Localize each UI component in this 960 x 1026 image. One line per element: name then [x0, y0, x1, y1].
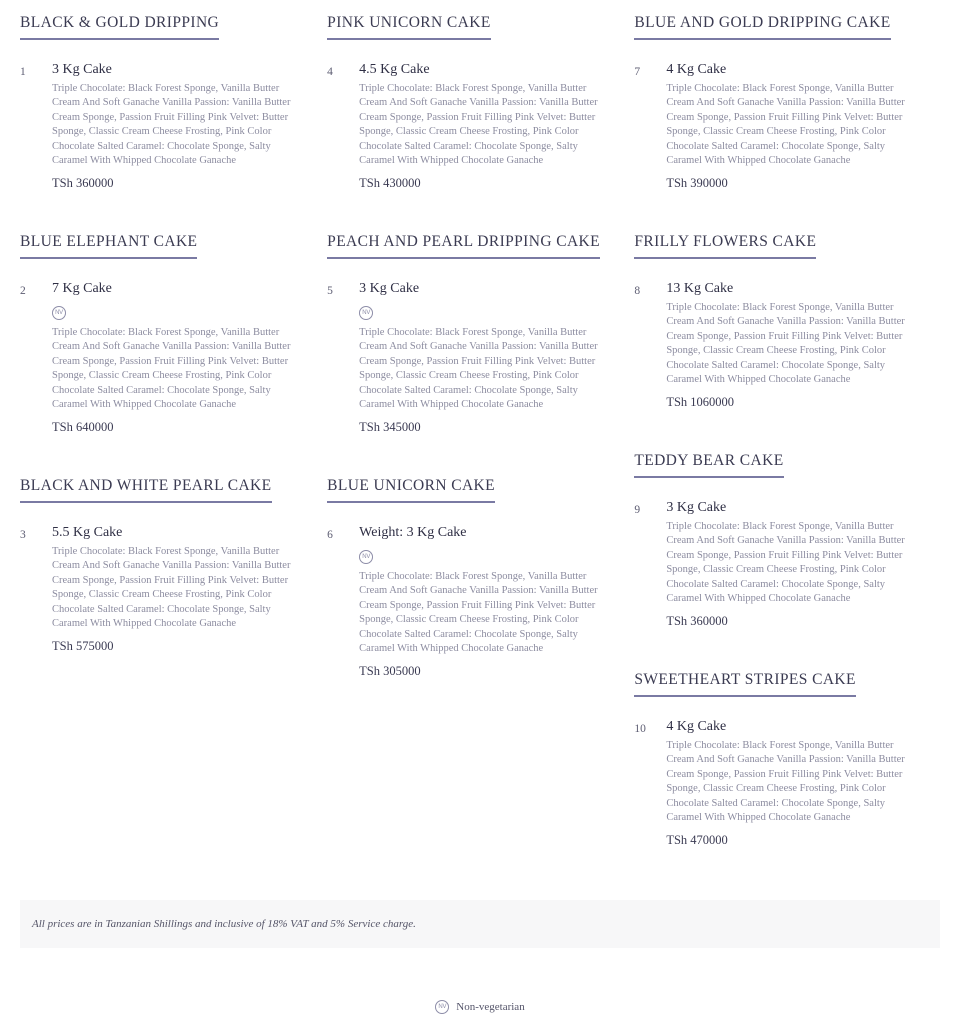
- item-price: TSh 640000: [52, 419, 114, 434]
- item-number: 6: [327, 528, 333, 541]
- item-price: TSh 345000: [359, 419, 421, 434]
- menu-column: [327, 0, 634, 707]
- item-number: 2: [20, 284, 26, 297]
- menu-section: [327, 219, 610, 435]
- item-name: 4 Kg Cake: [666, 62, 727, 77]
- menu-section: [634, 219, 940, 410]
- item-price: TSh 470000: [666, 832, 728, 847]
- menu-column: [634, 0, 940, 876]
- non-vegetarian-icon: NV: [435, 1000, 449, 1014]
- menu-item: [327, 62, 610, 191]
- item-body: [52, 281, 303, 435]
- menu-section: [20, 219, 303, 435]
- item-price: TSh 430000: [359, 175, 421, 190]
- item-number: 9: [634, 503, 641, 516]
- item-price: TSh 575000: [52, 638, 114, 653]
- item-price: TSh 360000: [666, 613, 728, 628]
- item-body: [666, 719, 940, 848]
- non-vegetarian-icon: NV: [359, 306, 373, 320]
- section-title: TEDDY BEAR CAKE: [634, 438, 783, 478]
- item-body: [666, 500, 940, 629]
- section-title: BLUE AND GOLD DRIPPING CAKE: [634, 0, 890, 40]
- item-name: 7 Kg Cake: [52, 280, 112, 296]
- menu-column: [20, 0, 327, 682]
- item-number: 8: [634, 284, 641, 297]
- menu-section: [20, 463, 303, 654]
- item-description: Triple Chocolate: Black Forest Sponge, Vanilla Butter Cream And Soft Ganache Vanilla Passion: Vanilla Butter Cream Sponge, Passion Fruit Filling Pink Velvet: Butter Sponge, Classic Cream Cheese Frosting, Pink Color Chocolate Salted Caramel: Chocolate Sponge, Salty Caramel With Whipped Chocolate Ganache: [359, 326, 598, 411]
- section-title: SWEETHEART STRIPES CAKE: [634, 657, 856, 697]
- section-title: BLACK AND WHITE PEARL CAKE: [20, 463, 272, 503]
- item-price: TSh 390000: [666, 175, 728, 190]
- item-number: 7: [634, 66, 641, 78]
- item-description: Triple Chocolate: Black Forest Sponge, Vanilla Butter Cream And Soft Ganache Vanilla Passion: Vanilla Butter Cream Sponge, Passion Fruit Filling Pink Velvet: Butter Sponge, Classic Cream Cheese Frosting, Pink Color Chocolate Salted Caramel: Chocolate Sponge, Salty Caramel With Whipped Chocolate Ganache: [666, 520, 905, 605]
- menu-section: [20, 0, 303, 191]
- item-description: Triple Chocolate: Black Forest Sponge, Vanilla Butter Cream And Soft Ganache Vanilla Passion: Vanilla Butter Cream Sponge, Passion Fruit Filling Pink Velvet: Butter Sponge, Classic Cream Cheese Frosting, Pink Color Chocolate Salted Caramel: Chocolate Sponge, Salty Caramel With Whipped Chocolate Ganache: [52, 326, 291, 411]
- item-name: Weight: 3 Kg Cake: [359, 524, 467, 540]
- item-body: [52, 525, 303, 654]
- non-vegetarian-badge: [359, 545, 610, 564]
- item-name: 5.5 Kg Cake: [52, 524, 123, 540]
- menu-item: [20, 62, 303, 191]
- item-name: 13 Kg Cake: [666, 280, 734, 296]
- item-description: Triple Chocolate: Black Forest Sponge, Vanilla Butter Cream And Soft Ganache Vanilla Passion: Vanilla Butter Cream Sponge, Passion Fruit Filling Pink Velvet: Butter Sponge, Classic Cream Cheese Frosting, Pink Color Chocolate Salted Caramel: Chocolate Sponge, Salty Caramel With Whipped Chocolate Ganache: [52, 545, 291, 630]
- menu-item: [634, 281, 940, 410]
- item-price: TSh 1060000: [666, 394, 735, 409]
- section-title: BLACK & GOLD DRIPPING: [20, 0, 219, 40]
- menu-item: [634, 500, 940, 629]
- menu-item: [327, 281, 610, 435]
- item-description: Triple Chocolate: Black Forest Sponge, Vanilla Butter Cream And Soft Ganache Vanilla Passion: Vanilla Butter Cream Sponge, Passion Fruit Filling Pink Velvet: Butter Sponge, Classic Cream Cheese Frosting, Pink Color Chocolate Salted Caramel: Chocolate Sponge, Salty Caramel With Whipped Chocolate Ganache: [52, 83, 291, 167]
- legend-label: Non-vegetarian: [456, 1000, 525, 1013]
- item-price: TSh 360000: [52, 175, 114, 190]
- section-title: BLUE UNICORN CAKE: [327, 463, 495, 503]
- item-body: [666, 281, 940, 410]
- menu-section: [634, 657, 940, 848]
- section-title: FRILLY FLOWERS CAKE: [634, 219, 816, 259]
- menu-item: [20, 525, 303, 654]
- item-name: 4.5 Kg Cake: [359, 62, 430, 77]
- item-number: 4: [327, 66, 333, 78]
- non-vegetarian-badge: [359, 301, 610, 320]
- item-price: TSh 305000: [359, 663, 421, 678]
- item-description: Triple Chocolate: Black Forest Sponge, Vanilla Butter Cream And Soft Ganache Vanilla Passion: Vanilla Butter Cream Sponge, Passion Fruit Filling Pink Velvet: Butter Sponge, Classic Cream Cheese Frosting, Pink Color Chocolate Salted Caramel: Chocolate Sponge, Salty Caramel With Whipped Chocolate Ganache: [359, 570, 598, 655]
- item-name: 3 Kg Cake: [666, 499, 727, 515]
- item-name: 3 Kg Cake: [359, 280, 420, 296]
- item-name: 4 Kg Cake: [666, 718, 727, 734]
- item-body: [359, 281, 610, 435]
- menu-item: [327, 525, 610, 679]
- item-number: 1: [20, 66, 26, 78]
- menu-section: [634, 438, 940, 629]
- item-description: Triple Chocolate: Black Forest Sponge, Vanilla Butter Cream And Soft Ganache Vanilla Passion: Vanilla Butter Cream Sponge, Passion Fruit Filling Pink Velvet: Butter Sponge, Classic Cream Cheese Frosting, Pink Color Chocolate Salted Caramel: Chocolate Sponge, Salty Caramel With Whipped Chocolate Ganache: [666, 301, 905, 386]
- item-name: 3 Kg Cake: [52, 62, 112, 77]
- menu-section: [327, 463, 610, 679]
- legend: [0, 1000, 960, 1026]
- non-vegetarian-icon: NV: [52, 306, 66, 320]
- item-body: [359, 62, 610, 191]
- menu-section: [327, 0, 610, 191]
- item-description: Triple Chocolate: Black Forest Sponge, Vanilla Butter Cream And Soft Ganache Vanilla Passion: Vanilla Butter Cream Sponge, Passion Fruit Filling Pink Velvet: Butter Sponge, Classic Cream Cheese Frosting, Pink Color Chocolate Salted Caramel: Chocolate Sponge, Salty Caramel With Whipped Chocolate Ganache: [666, 83, 905, 167]
- item-description: Triple Chocolate: Black Forest Sponge, Vanilla Butter Cream And Soft Ganache Vanilla Passion: Vanilla Butter Cream Sponge, Passion Fruit Filling Pink Velvet: Butter Sponge, Classic Cream Cheese Frosting, Pink Color Chocolate Salted Caramel: Chocolate Sponge, Salty Caramel With Whipped Chocolate Ganache: [359, 83, 598, 167]
- section-title: PINK UNICORN CAKE: [327, 0, 491, 40]
- item-body: [359, 525, 610, 679]
- menu-item: [634, 62, 940, 191]
- section-title: BLUE ELEPHANT CAKE: [20, 219, 197, 259]
- item-body: [666, 62, 940, 191]
- non-vegetarian-icon: NV: [359, 550, 373, 564]
- menu-item: [634, 719, 940, 848]
- price-disclaimer: All prices are in Tanzanian Shillings and inclusive of 18% VAT and 5% Service charge.: [20, 900, 940, 948]
- item-number: 5: [327, 284, 333, 297]
- item-number: 10: [634, 722, 646, 735]
- non-vegetarian-badge: [52, 301, 303, 320]
- menu-item: [20, 281, 303, 435]
- item-number: 3: [20, 528, 26, 541]
- item-description: Triple Chocolate: Black Forest Sponge, Vanilla Butter Cream And Soft Ganache Vanilla Passion: Vanilla Butter Cream Sponge, Passion Fruit Filling Pink Velvet: Butter Sponge, Classic Cream Cheese Frosting, Pink Color Chocolate Salted Caramel: Chocolate Sponge, Salty Caramel With Whipped Chocolate Ganache: [666, 739, 905, 824]
- section-title: PEACH AND PEARL DRIPPING CAKE: [327, 219, 600, 259]
- item-body: [52, 62, 303, 191]
- menu-section: [634, 0, 940, 191]
